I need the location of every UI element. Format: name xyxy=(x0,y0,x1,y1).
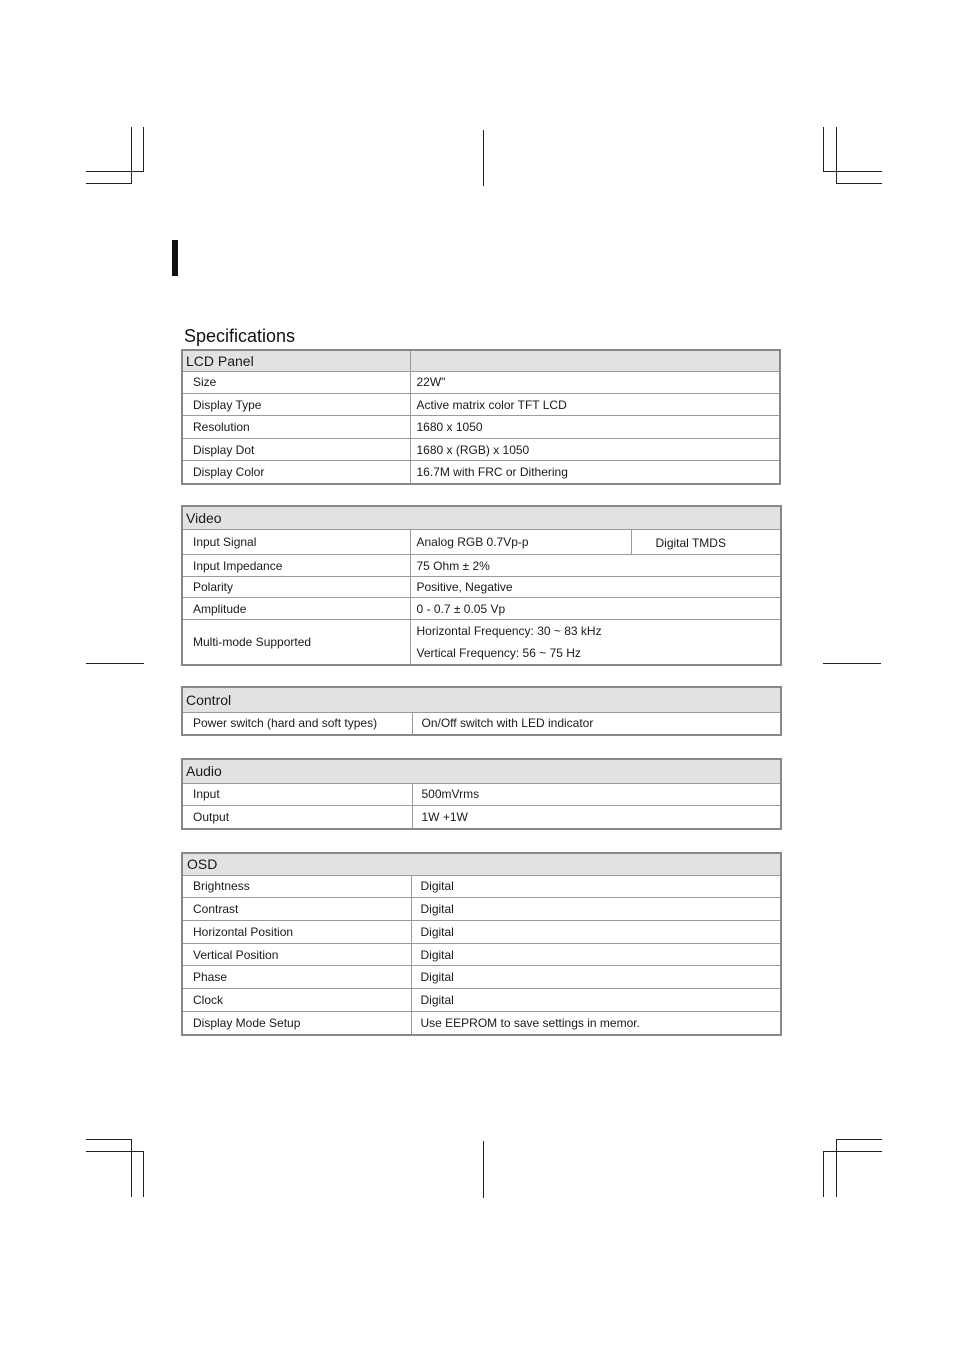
crop-mark xyxy=(143,127,144,172)
table-row xyxy=(182,989,781,1012)
crop-mark xyxy=(823,1151,824,1197)
spec-label: Size xyxy=(182,371,410,393)
spec-label: Multi-mode Supported xyxy=(182,620,410,666)
spec-value-multiline xyxy=(410,620,781,666)
crop-mark xyxy=(824,1151,882,1152)
table-row xyxy=(182,920,781,943)
section-marker-bar xyxy=(172,240,178,276)
table-row xyxy=(182,371,780,393)
spec-label: Contrast xyxy=(182,898,411,921)
spec-value: 22W" xyxy=(410,371,780,393)
table-row xyxy=(182,783,781,806)
spec-label: Resolution xyxy=(182,416,410,438)
video-table xyxy=(181,505,782,666)
table-row xyxy=(182,966,781,989)
crop-mark xyxy=(86,183,132,184)
spec-value-analog: Analog RGB 0.7Vp-p xyxy=(410,529,631,555)
table-header: Audio xyxy=(182,759,781,783)
table-row xyxy=(182,620,781,666)
table-row xyxy=(182,438,780,460)
table-header-blank xyxy=(410,350,780,371)
lcd-panel-table xyxy=(181,349,781,485)
spec-value: Digital xyxy=(411,875,781,898)
crop-mark xyxy=(86,171,144,172)
spec-label: Vertical Position xyxy=(182,943,411,966)
crop-mark xyxy=(823,663,881,664)
spec-value: 1680 x (RGB) x 1050 xyxy=(410,438,780,460)
spec-label: Horizontal Position xyxy=(182,920,411,943)
crop-mark xyxy=(824,171,882,172)
spec-value: Digital xyxy=(411,943,781,966)
table-row xyxy=(182,416,780,438)
spec-value: 1680 x 1050 xyxy=(410,416,780,438)
spec-value-digital: Digital TMDS xyxy=(631,529,781,555)
crop-mark xyxy=(836,183,882,184)
table-header: Control xyxy=(182,687,781,712)
audio-table xyxy=(181,758,782,830)
table-row xyxy=(182,393,780,415)
spec-label: Brightness xyxy=(182,875,411,898)
spec-value: Digital xyxy=(411,989,781,1012)
crop-mark xyxy=(131,127,132,184)
table-row xyxy=(182,461,780,484)
table-row xyxy=(182,598,781,620)
table-row xyxy=(182,806,781,829)
spec-label: Display Mode Setup xyxy=(182,1011,411,1035)
crop-mark xyxy=(836,1139,837,1197)
table-row xyxy=(182,1011,781,1035)
spec-value: Use EEPROM to save settings in memor. xyxy=(411,1011,781,1035)
spec-label: Power switch (hard and soft types) xyxy=(182,712,412,735)
vertical-frequency: Vertical Frequency: 56 ~ 75 Hz xyxy=(416,646,581,660)
spec-value: 500mVrms xyxy=(412,783,781,806)
table-header: OSD xyxy=(182,853,781,875)
spec-value: 16.7M with FRC or Dithering xyxy=(410,461,780,484)
table-header: LCD Panel xyxy=(182,350,410,371)
crop-mark xyxy=(86,1151,144,1152)
osd-table xyxy=(181,852,782,1036)
spec-label: Polarity xyxy=(182,576,410,598)
spec-label: Input Impedance xyxy=(182,555,410,577)
spec-label: Clock xyxy=(182,989,411,1012)
spec-value: Digital xyxy=(411,898,781,921)
table-row xyxy=(182,712,781,735)
crop-mark xyxy=(483,130,484,186)
spec-label: Display Color xyxy=(182,461,410,484)
spec-label: Display Dot xyxy=(182,438,410,460)
horizontal-frequency: Horizontal Frequency: 30 ~ 83 kHz xyxy=(416,624,602,638)
spec-value: Active matrix color TFT LCD xyxy=(410,393,780,415)
spec-label: Input xyxy=(182,783,412,806)
crop-mark xyxy=(86,1139,132,1140)
crop-mark xyxy=(823,127,824,172)
table-row xyxy=(182,875,781,898)
crop-mark xyxy=(143,1151,144,1197)
spec-label: Input Signal xyxy=(182,529,410,555)
crop-mark xyxy=(483,1141,484,1198)
crop-mark xyxy=(131,1139,132,1197)
spec-value: On/Off switch with LED indicator xyxy=(412,712,781,735)
table-row xyxy=(182,943,781,966)
spec-label: Amplitude xyxy=(182,598,410,620)
table-row xyxy=(182,898,781,921)
spec-value: 75 Ohm ± 2% xyxy=(410,555,781,577)
crop-mark xyxy=(836,1139,882,1140)
table-row xyxy=(182,576,781,598)
spec-value: Digital xyxy=(411,920,781,943)
crop-mark xyxy=(836,127,837,184)
spec-label: Phase xyxy=(182,966,411,989)
control-table xyxy=(181,686,782,736)
spec-label: Output xyxy=(182,806,412,829)
spec-value: 1W +1W xyxy=(412,806,781,829)
page-title: Specifications xyxy=(184,326,296,346)
table-row xyxy=(182,529,781,555)
spec-label: Display Type xyxy=(182,393,410,415)
spec-value: Positive, Negative xyxy=(410,576,781,598)
spec-value: 0 - 0.7 ± 0.05 Vp xyxy=(410,598,781,620)
table-row xyxy=(182,555,781,577)
spec-value: Digital xyxy=(411,966,781,989)
table-header: Video xyxy=(182,506,781,529)
crop-mark xyxy=(86,663,144,664)
